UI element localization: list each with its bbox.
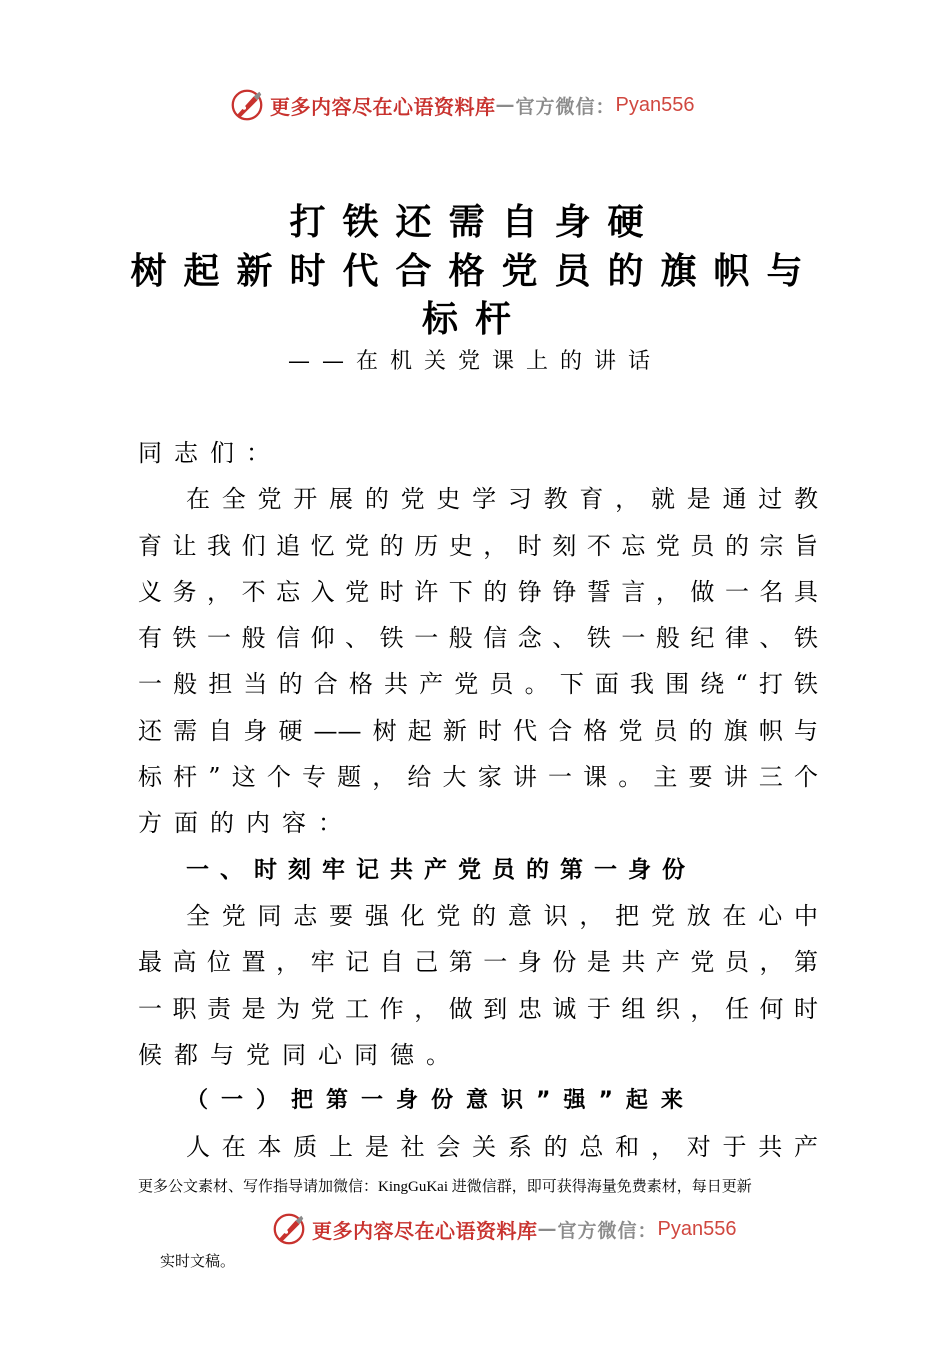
watermark-site-text: 更多内容尽在心语资料库 <box>270 94 496 119</box>
watermark-dash: — <box>495 94 516 116</box>
title-line-2: 树起新时代合格党员的旗帜与 <box>130 251 820 292</box>
paragraph-line: 标杆”这个专题，给大家讲一课。主要讲三个 <box>138 763 818 792</box>
paragraph-line: 一般担当的合格共产党员。下面我围绕“打铁 <box>138 670 818 699</box>
document-body <box>138 430 818 1171</box>
subsection-heading-1: （一）把第一身份意识”强”起来 <box>186 1088 696 1114</box>
footer-tail: 实时文稿。 <box>160 1254 236 1270</box>
subtitle: ——在机关党课上的讲话 <box>287 349 662 374</box>
paragraph-line: 义务，不忘入党时许下的铮铮誓言，做一名具 <box>138 577 818 606</box>
paragraph-line: 一职责是为党工作，做到忠诚于组织，任何时 <box>138 994 818 1023</box>
greeting: 同志们： <box>138 439 282 467</box>
pen-nib-logo-icon <box>270 1210 308 1248</box>
watermark-wechat-label: 官方微信： <box>557 1219 658 1242</box>
pen-nib-logo-icon <box>228 86 266 124</box>
paragraph-line: 候都与党同心同德。 <box>138 1040 462 1069</box>
paragraph-line: 全党同志要强化党的意识，把党放在心中 <box>186 901 818 930</box>
watermark-site-text: 更多内容尽在心语资料库 <box>312 1218 538 1243</box>
paragraph-line: 在全党开展的党史学习教育，就是通过教 <box>186 485 818 514</box>
watermark-wechat-id: Pyan556 <box>657 1217 737 1240</box>
title-line-3: 标杆 <box>421 299 528 340</box>
paragraph-line: 方面的内容： <box>138 809 354 838</box>
paragraph-line: 人在本质上是社会关系的总和，对于共产 <box>186 1133 818 1162</box>
header-watermark <box>228 86 694 124</box>
footer-note: 更多公文素材、写作指导请加微信：KingGuKai 进微信群，即可获得海量免费素材，每日更新 <box>138 1179 752 1195</box>
watermark-dash: — <box>537 1218 558 1240</box>
watermark-wechat-id: Pyan556 <box>615 93 695 116</box>
title-line-1: 打铁还需自身硬 <box>289 202 661 243</box>
paragraph-line: 还需自身硬——树起新时代合格党员的旗帜与 <box>138 716 818 745</box>
paragraph-line: 育让我们追忆党的历史，时刻不忘党员的宗旨 <box>138 531 818 560</box>
section-heading-1: 一、时刻牢记共产党员的第一身份 <box>186 856 696 883</box>
paragraph-line: 有铁一般信仰、铁一般信念、铁一般纪律、铁 <box>138 624 818 653</box>
footer-watermark <box>270 1210 736 1248</box>
paragraph-line: 最高位置，牢记自己第一身份是共产党员，第 <box>138 948 818 977</box>
watermark-wechat-label: 官方微信： <box>515 95 616 118</box>
